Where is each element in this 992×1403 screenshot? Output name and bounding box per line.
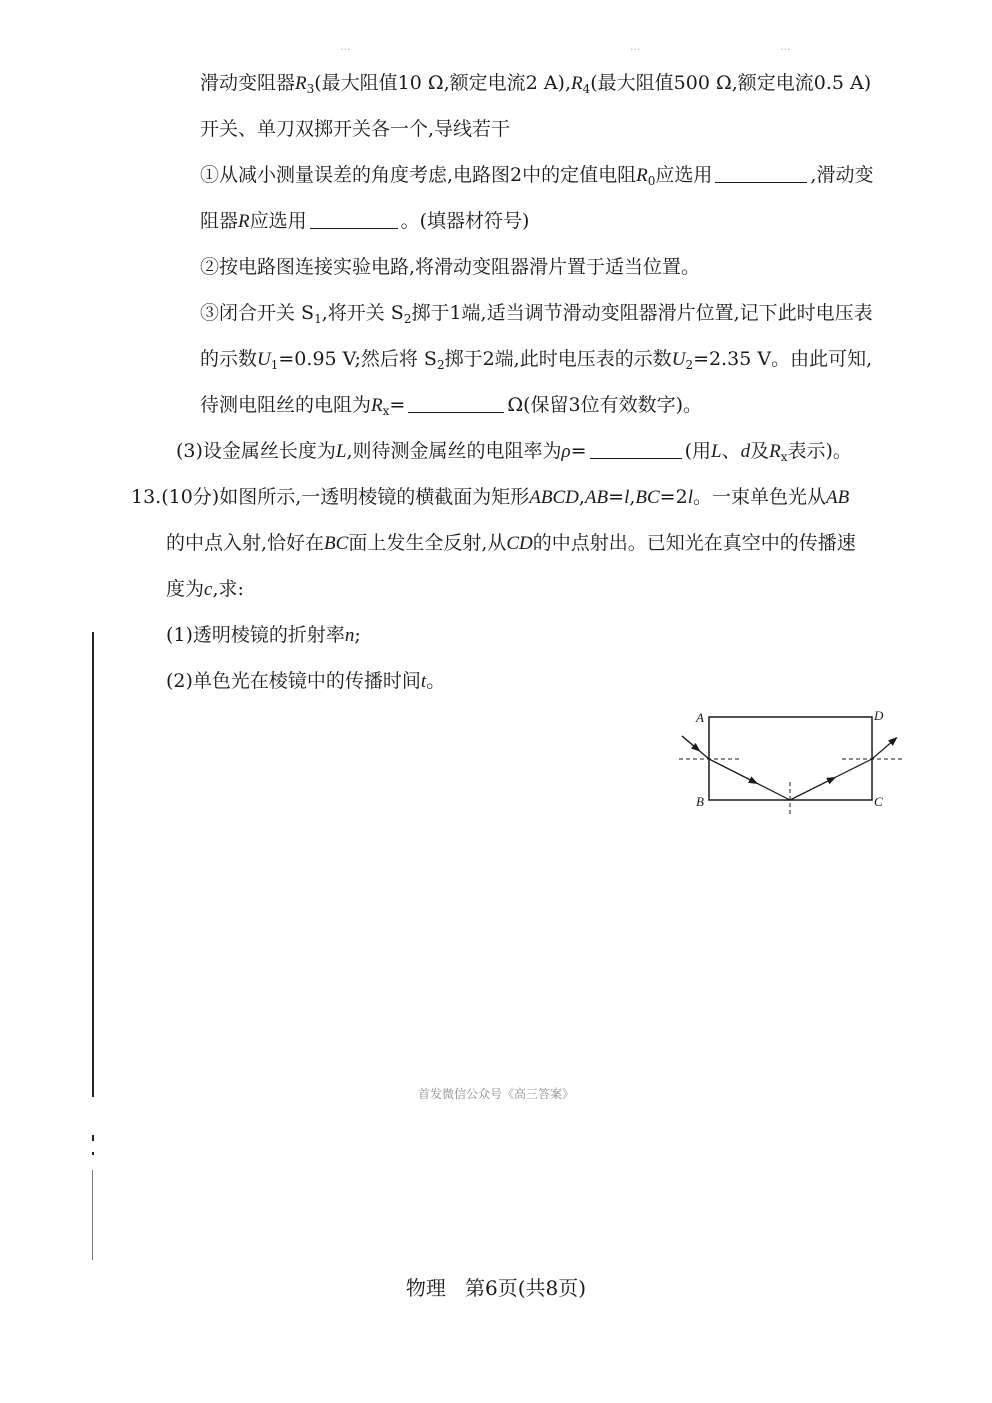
step3-text-f: 待测电阻丝的电阻为 [200, 394, 372, 416]
binding-mark-3 [92, 1170, 93, 1260]
q13-line1 [131, 484, 849, 511]
bc2-symbol: BC [324, 533, 349, 554]
q13-sub1-text: (1)透明棱镜的折射率 [166, 624, 345, 646]
rx-symbol: R [371, 395, 383, 416]
q13-line3 [166, 576, 244, 603]
rho-equals: = [570, 440, 587, 462]
ray-refracted-arrow [709, 759, 754, 782]
label-a: A [696, 710, 704, 725]
q13-line2 [166, 530, 856, 557]
q13-text-line3b: ,求: [212, 578, 244, 600]
binding-mark-1 [92, 1135, 94, 1141]
step1-text-f: 。(填器材符号) [400, 210, 530, 232]
r3-symbol: R [295, 73, 307, 94]
u2-subscript: 2 [685, 358, 694, 372]
d-symbol: d [740, 441, 751, 462]
step3-text-a: ③闭合开关 S [200, 302, 315, 324]
part3-text-b: ,则待测金属丝的电阻率为 [346, 440, 562, 462]
label-c: C [874, 794, 883, 809]
q13-text-line2a: 的中点入射,恰好在 [166, 532, 325, 554]
part3-sep: 、 [721, 440, 741, 462]
step1-line1 [200, 162, 873, 189]
r4-spec: (最大阻值500 Ω,额定电流0.5 A) [590, 72, 872, 94]
q13-eq-2l: =2 [659, 486, 688, 508]
c-symbol: c [204, 579, 213, 600]
part3-and: 及 [750, 440, 770, 462]
ab2-symbol: AB [825, 487, 850, 508]
label-d: D [874, 708, 884, 723]
part3-line [176, 438, 852, 465]
footer-subject: 物理 [405, 1276, 446, 1300]
q13-sub2-text: (2)单色光在棱镜中的传播时间 [166, 670, 421, 692]
step3-text-g: Ω(保留3位有效数字)。 [507, 394, 702, 416]
rx-equals: = [389, 394, 406, 416]
q13-sub2-end: 。 [426, 670, 446, 692]
step3-text-c: 掷于1端,适当调节滑动变阻器滑片位置,记下此时电压表 [411, 302, 873, 324]
abcd-symbol: ABCD [529, 487, 579, 508]
step3-text-e: 掷于2端,此时电压表的示数 [444, 348, 672, 370]
ray-exit [872, 740, 894, 759]
switches-line: 开关、单刀双掷开关各一个,导线若干 [200, 118, 511, 140]
part3-text-a: (3)设金属丝长度为 [176, 440, 336, 462]
rx-answer-blank[interactable] [408, 394, 504, 413]
q13-text-line3a: 度为 [166, 578, 205, 600]
label-b: B [696, 794, 704, 809]
binding-mark-2 [92, 1152, 94, 1155]
ray-incident-arrow [682, 736, 697, 749]
u2-symbol: U [671, 349, 686, 370]
q13-text-b: 。一束单色光从 [692, 486, 826, 508]
q13-comma1: , [578, 486, 585, 508]
part3-text-d: 表示)。 [787, 440, 852, 462]
q13-text-line2c: 的中点射出。已知光在真空中的传播速 [532, 532, 856, 554]
s2b-subscript: 2 [436, 358, 445, 372]
rx2-subscript: x [780, 450, 788, 464]
s1-subscript: 1 [314, 312, 322, 326]
n-symbol: n [344, 625, 355, 646]
q13-sub2 [166, 668, 445, 695]
q13-text-line2b: 面上发生全反射,从 [348, 532, 507, 554]
r4-symbol: R [571, 73, 583, 94]
r4-subscript: 4 [582, 82, 591, 96]
rx-subscript: x [382, 404, 390, 418]
ray-reflected-arrow [790, 779, 832, 800]
cd-symbol: CD [506, 533, 533, 554]
t-symbol: t [420, 671, 427, 692]
l-symbol: L [335, 441, 347, 462]
rheostat-label: 滑动变阻器 [200, 72, 296, 94]
prism-diagram [672, 700, 942, 825]
bc-symbol: BC [635, 487, 660, 508]
u1-value: =0.95 V;然后将 S [278, 348, 437, 370]
step1-text-d: 阻器 [200, 210, 239, 232]
rho-answer-blank[interactable] [590, 440, 682, 459]
step1-text-e: 应选用 [249, 210, 307, 232]
rheostat-answer-blank[interactable] [310, 210, 398, 229]
l-length-symbol: l [624, 487, 630, 508]
page-footer [0, 1272, 992, 1301]
step1-line2 [200, 208, 529, 235]
q13-number: 13. [131, 486, 162, 508]
s2-subscript: 2 [403, 312, 412, 326]
r3-spec: (最大阻值10 Ω,额定电流2 A), [314, 72, 571, 94]
q13-text-a: (10分)如图所示,一透明棱镜的横截面为矩形 [161, 486, 530, 508]
step3-line3 [200, 392, 702, 419]
rx2-symbol: R [769, 441, 781, 462]
u1-symbol: U [257, 349, 271, 370]
step3-line1 [200, 300, 873, 326]
u1-subscript: 1 [270, 358, 279, 372]
step1-text-c: ,滑动变 [810, 164, 874, 186]
step2-line: ②按电路图连接实验电路,将滑动变阻器滑片置于适当位置。 [200, 256, 701, 278]
q13-comma2: , [629, 486, 636, 508]
ab-symbol: AB [584, 487, 609, 508]
step1-text-b: 应选用 [655, 164, 713, 186]
equipment-line [200, 70, 871, 97]
r0-subscript: 0 [647, 174, 656, 188]
l2-symbol: L [711, 441, 722, 462]
footer-page: 第6页(共8页) [465, 1276, 587, 1300]
r3-subscript: 3 [306, 82, 315, 96]
u2-value: =2.35 V。由此可知, [693, 348, 873, 370]
header-faint-far: ... [780, 40, 791, 53]
r-var-symbol: R [238, 211, 250, 232]
r0-answer-blank[interactable] [715, 164, 807, 183]
header-faint-right: ... [630, 40, 641, 53]
step3-text-d: 的示数 [200, 348, 258, 370]
step3-text-b: ,将开关 S [321, 302, 404, 324]
q13-eq-l: = [608, 486, 625, 508]
rho-symbol: ρ [561, 441, 571, 462]
l2-length-symbol: l [687, 487, 693, 508]
r0-symbol: R [636, 165, 648, 186]
step1-text-a: ①从减小测量误差的角度考虑,电路图2中的定值电阻 [200, 164, 637, 186]
watermark: 首发微信公众号《高三答案》 [417, 1087, 574, 1101]
part3-text-c: (用 [684, 440, 712, 462]
step3-line2 [200, 346, 872, 373]
q13-sub1-end: ; [354, 624, 361, 646]
binding-line [92, 632, 94, 1097]
prism-rectangle [709, 717, 872, 800]
q13-sub1 [166, 622, 361, 649]
header-faint-left: ... [340, 40, 351, 53]
